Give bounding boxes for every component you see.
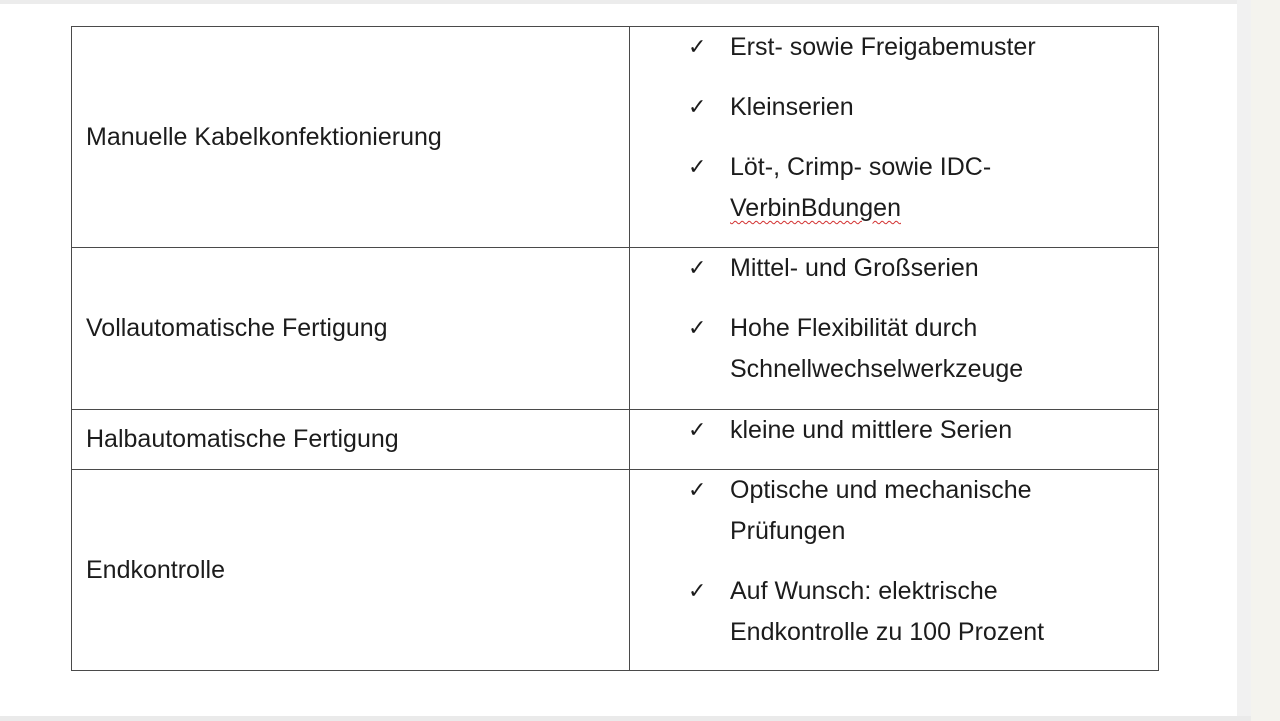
- list-item: [630, 308, 1158, 390]
- checkmark-icon: ✓: [688, 316, 707, 341]
- list-item-text-line2: Schnellwechselwerkzeuge: [730, 355, 1024, 383]
- check-list: [630, 410, 1158, 451]
- list-item-text-misspelled: VerbinBdungen: [730, 194, 901, 222]
- list-item-text: Auf Wunsch: elektrische: [730, 577, 998, 605]
- list-item: [630, 147, 1158, 229]
- check-list: [630, 27, 1158, 229]
- list-item: [630, 248, 1158, 289]
- table-row: [72, 27, 1159, 248]
- list-item: [630, 27, 1158, 68]
- row-list-cell[interactable]: [630, 248, 1159, 410]
- row-list-cell[interactable]: [630, 410, 1159, 470]
- row-label: Manuelle Kabelkonfektionierung: [86, 122, 442, 151]
- checkmark-icon: ✓: [688, 418, 707, 443]
- list-item: [630, 470, 1158, 552]
- list-item-text-line2: Endkontrolle zu 100 Prozent: [730, 618, 1045, 646]
- list-item-text: Löt-, Crimp- sowie IDC-: [730, 153, 992, 181]
- table-row: [72, 410, 1159, 470]
- check-list: [630, 470, 1158, 653]
- list-item-text: Mittel- und Großserien: [730, 254, 979, 282]
- checkmark-icon: ✓: [688, 95, 707, 120]
- list-item: [630, 410, 1158, 451]
- checkmark-icon: ✓: [688, 256, 707, 281]
- checkmark-icon: ✓: [688, 155, 707, 180]
- checkmark-icon: ✓: [688, 478, 707, 503]
- row-label-cell[interactable]: [72, 470, 630, 671]
- list-item-text: kleine und mittlere Serien: [730, 416, 1013, 444]
- row-list-cell[interactable]: [630, 27, 1159, 248]
- list-item: [630, 87, 1158, 128]
- list-item-text: Hohe Flexibilität durch: [730, 314, 978, 342]
- capabilities-table: [71, 26, 1159, 671]
- checkmark-icon: ✓: [688, 579, 707, 604]
- page-right-margin: [1237, 0, 1251, 721]
- row-label: Vollautomatische Fertigung: [86, 314, 388, 342]
- row-label-cell[interactable]: [72, 27, 630, 248]
- page-bottom-edge: [0, 716, 1251, 721]
- row-label-cell[interactable]: [72, 410, 630, 470]
- list-item: [630, 571, 1158, 653]
- table-row: [72, 470, 1159, 671]
- page-top-edge: [0, 0, 1251, 4]
- list-item-text: Kleinserien: [730, 93, 854, 121]
- list-item-text: Erst- sowie Freigabemuster: [730, 33, 1036, 61]
- list-item-text-line2: Prüfungen: [730, 517, 846, 545]
- checkmark-icon: ✓: [688, 35, 707, 60]
- row-label-cell[interactable]: [72, 248, 630, 410]
- list-item-text: Optische und mechanische: [730, 476, 1032, 504]
- row-list-cell[interactable]: [630, 470, 1159, 671]
- check-list: [630, 248, 1158, 390]
- window-right-gutter: [1251, 0, 1280, 721]
- row-label: Halbautomatische Fertigung: [86, 425, 399, 453]
- row-label: Endkontrolle: [86, 555, 225, 584]
- table-row: [72, 248, 1159, 410]
